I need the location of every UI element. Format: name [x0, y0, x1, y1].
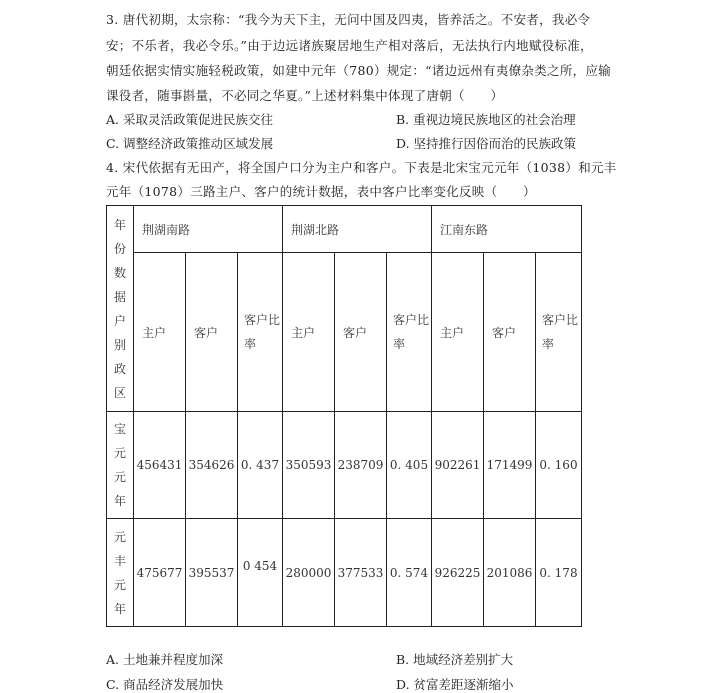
corner-header-cell — [107, 206, 134, 412]
year-char: 元 — [113, 446, 126, 460]
q3-option-a[interactable]: A. 采取灵活政策促进民族交往 — [106, 112, 273, 127]
subheader-guest-ratio: 客户比率 — [387, 253, 432, 412]
table-cell: 0. 405 — [387, 412, 432, 519]
q3-line-3: 朝廷依据实情实施轻税政策，如建中元年（780）规定：“诸边远州有夷僚杂类之所，应输 — [106, 63, 612, 78]
corner-char: 户 — [113, 313, 126, 328]
table-cell: 0. 437 — [238, 412, 283, 519]
q3-line-1: 3. 唐代初期，太宗称：“我今为天下主，无问中国及四夷，皆养活之。不安者，我必令 — [106, 12, 591, 27]
corner-char: 政 — [113, 361, 126, 376]
table-cell: 902261 — [432, 412, 484, 519]
q3-option-b[interactable]: B. 重视边境民族地区的社会治理 — [396, 112, 576, 127]
household-statistics-table — [106, 205, 582, 627]
table-cell: 280000 — [283, 519, 335, 627]
q4-line-1: 4. 宋代依据有无田产，将全国户口分为主户和客户。下表是北宋宝元元年（1038）和元丰 — [106, 160, 617, 175]
region-header-jiangnan-east: 江南东路 — [432, 206, 582, 253]
q4-option-d[interactable]: D. 贫富差距逐渐缩小 — [396, 677, 514, 692]
q4-option-a[interactable]: A. 土地兼并程度加深 — [106, 652, 223, 667]
subheader-main-households: 主户 — [283, 253, 335, 412]
subheader-guest-households: 客户 — [484, 253, 536, 412]
subheader-main-households: 主户 — [134, 253, 186, 412]
corner-char: 数 — [113, 265, 126, 280]
subheader-guest-ratio: 客户比率 — [238, 253, 283, 412]
region-header-jinghu-north: 荆湖北路 — [283, 206, 432, 253]
q3-line-2: 安；不乐者，我必令乐。”由于边远诸族聚居地生产相对落后，无法执行内地赋役标准， — [106, 38, 593, 53]
table-cell: 171499 — [484, 412, 536, 519]
year-char: 年 — [113, 601, 126, 616]
table-cell: 475677 — [134, 519, 186, 627]
corner-char: 区 — [113, 385, 126, 400]
subheader-guest-ratio: 客户比率 — [536, 253, 582, 412]
table-cell: 0. 574 — [387, 519, 432, 627]
year-cell-yuanfeng — [107, 519, 134, 627]
subheader-guest-households: 客户 — [186, 253, 238, 412]
year-char: 元 — [113, 577, 126, 592]
corner-char: 份 — [113, 241, 126, 256]
subheader-main-households: 主户 — [432, 253, 484, 412]
year-char: 元 — [113, 529, 126, 544]
q4-option-c[interactable]: C. 商品经济发展加快 — [106, 677, 224, 692]
table-cell: 350593 — [283, 412, 335, 519]
table-cell: 926225 — [432, 519, 484, 627]
table-cell: 0 454 — [238, 519, 283, 627]
table-cell: 0. 178 — [536, 519, 582, 627]
q3-option-d[interactable]: D. 坚持推行因俗而治的民族政策 — [396, 136, 577, 151]
q4-option-b[interactable]: B. 地域经济差别扩大 — [396, 652, 514, 667]
table-cell: 354626 — [186, 412, 238, 519]
q3-option-c[interactable]: C. 调整经济政策推动区域发展 — [106, 136, 274, 151]
year-char: 元 — [113, 470, 126, 484]
subheader-guest-households: 客户 — [335, 253, 387, 412]
table-cell: 377533 — [335, 519, 387, 627]
q4-line-2: 元年（1078）三路主户、客户的统计数据，表中客户比率变化反映（ ） — [106, 184, 536, 199]
table-cell: 0. 160 — [536, 412, 582, 519]
year-cell-baoyuan — [107, 412, 134, 519]
table-cell: 456431 — [134, 412, 186, 519]
table-row — [107, 412, 582, 519]
year-char: 宝 — [113, 422, 126, 436]
table-cell: 201086 — [484, 519, 536, 627]
region-header-jinghu-south: 荆湖南路 — [134, 206, 283, 253]
table-cell: 395537 — [186, 519, 238, 627]
corner-char: 年 — [113, 217, 126, 232]
q3-line-4: 课役者，随事斟量，不必同之华夏。”上述材料集中体现了唐朝（ ） — [106, 88, 504, 103]
corner-char: 据 — [113, 289, 126, 304]
table-row — [107, 519, 582, 627]
table-cell: 238709 — [335, 412, 387, 519]
corner-char: 别 — [113, 337, 126, 352]
year-char: 丰 — [113, 553, 126, 568]
year-char: 年 — [113, 494, 126, 508]
